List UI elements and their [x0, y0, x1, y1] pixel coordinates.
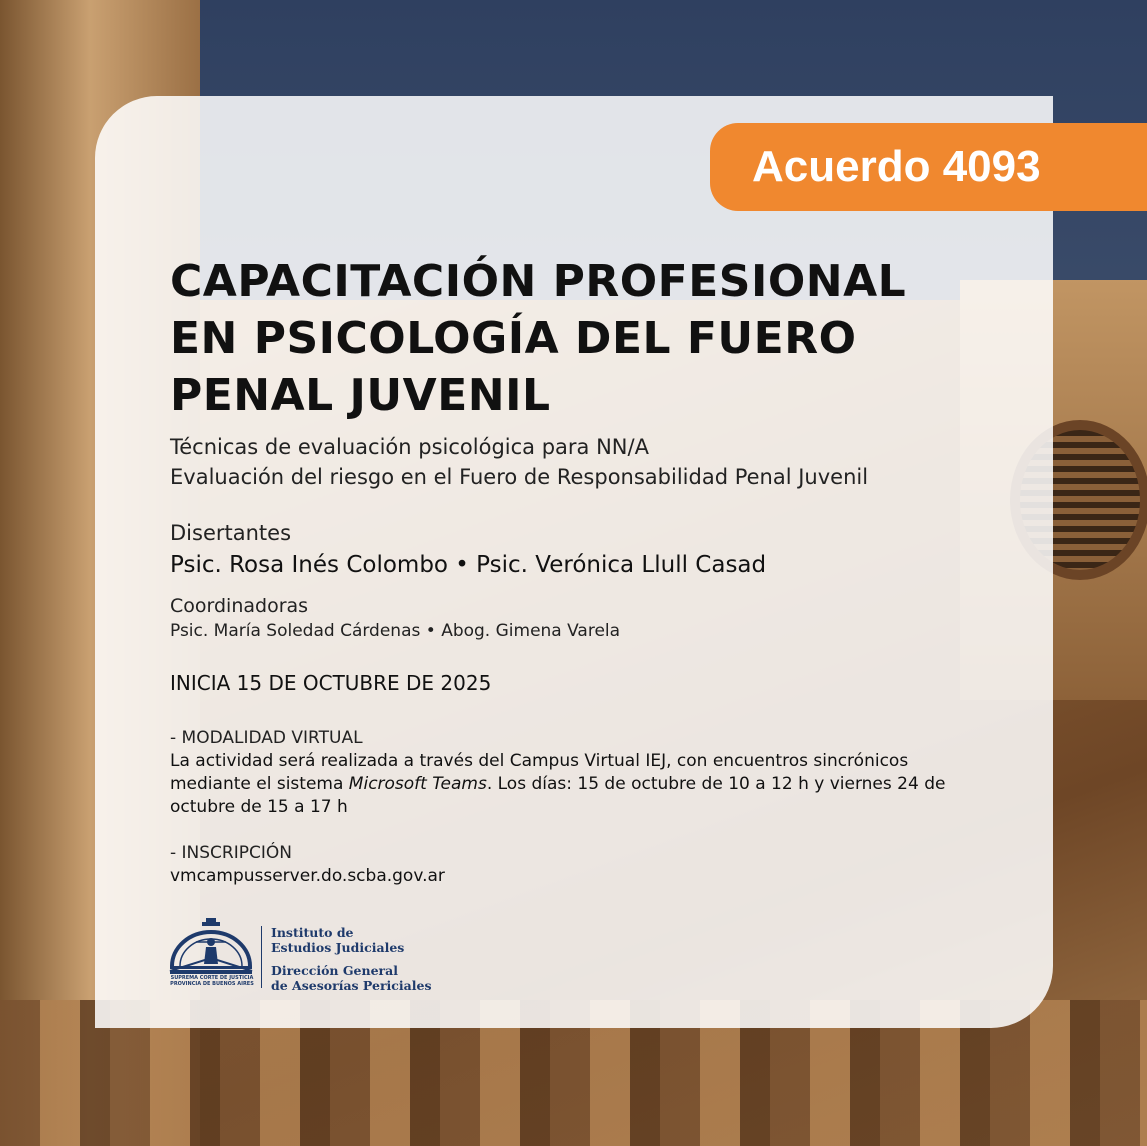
start-date: INICIA 15 DE OCTUBRE DE 2025 — [170, 671, 492, 695]
course-subtitle — [170, 432, 868, 492]
speakers-label: Disertantes — [170, 521, 292, 545]
institution-line: Dirección General — [271, 963, 398, 978]
speakers-names: Psic. Rosa Inés Colombo • Psic. Verónica Llull Casad — [170, 552, 767, 578]
title-line: EN PSICOLOGÍA DEL FUERO — [170, 313, 857, 364]
modality-text-end: . Los días: 15 de octubre de 10 a 12 h y viernes 24 de octubre de 15 a 17 h — [170, 774, 946, 817]
registration-url[interactable]: vmcampusserver.do.scba.gov.ar — [170, 866, 445, 886]
registration-label: - INSCRIPCIÓN — [170, 843, 292, 863]
institution-name — [271, 925, 431, 993]
course-title — [170, 253, 1000, 424]
subtitle-line: Evaluación del riesgo en el Fuero de Responsabilidad Penal Juvenil — [170, 465, 869, 489]
institution-line: de Asesorías Periciales — [271, 978, 432, 993]
institution-line: Instituto de — [271, 925, 354, 940]
agreement-badge: Acuerdo 4093 — [710, 123, 1147, 211]
coordinators-names: Psic. María Soledad Cárdenas • Abog. Gimena Varela — [170, 621, 621, 641]
seal-line: PROVINCIA DE BUENOS AIRES — [170, 981, 254, 987]
title-line: CAPACITACIÓN PROFESIONAL — [170, 256, 907, 307]
coordinators-label: Coordinadoras — [170, 595, 309, 617]
modality-description — [170, 750, 970, 819]
institution-line: Estudios Judiciales — [271, 940, 405, 955]
modality-label: - MODALIDAD VIRTUAL — [170, 728, 363, 748]
seal-caption — [166, 975, 258, 987]
seal-line: SUPREMA CORTE DE JUSTICIA — [170, 975, 254, 981]
logo-divider — [261, 926, 262, 988]
teams-name: Microsoft Teams — [348, 774, 487, 794]
title-line: PENAL JUVENIL — [170, 370, 551, 421]
modality-text: La actividad será realizada a través del Campus Virtual IEJ, con encuentros sincrónicos mediante el sistema — [170, 751, 909, 794]
subtitle-line: Técnicas de evaluación psicológica para NN/A — [170, 435, 649, 459]
